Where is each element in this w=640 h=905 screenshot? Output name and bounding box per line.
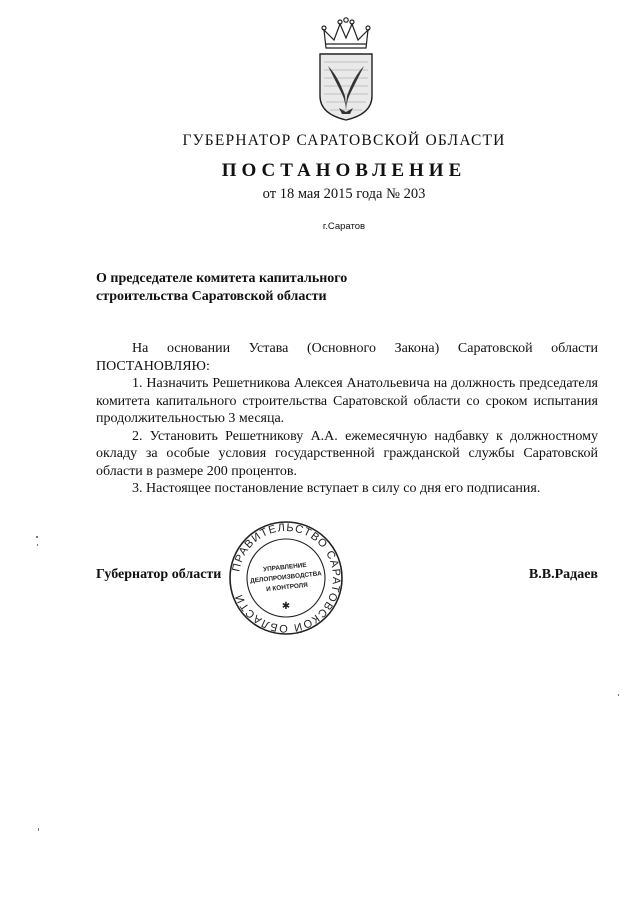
official-stamp-seal	[227, 519, 345, 637]
document-date-number: от 18 мая 2015 года № 203	[262, 186, 426, 202]
svg-text:ПРАВИТЕЛЬСТВО САРАТОВСКОЙ ОБЛА: ПРАВИТЕЛЬСТВО САРАТОВСКОЙ ОБЛАСТИ	[230, 521, 343, 635]
svg-text:ДЕЛОПРОИЗВОДСТВА: ДЕЛОПРОИЗВОДСТВА	[249, 570, 323, 585]
resolution-item: 3. Настоящее постановление вступает в силу со дня его подписания.	[132, 481, 541, 496]
issuer-title: ГУБЕРНАТОР САРАТОВСКОЙ ОБЛАСТИ	[182, 132, 506, 149]
svg-text:И КОНТРОЛЯ: И КОНТРОЛЯ	[265, 581, 309, 594]
resolution-item: 2. Установить Решетникову А.А. ежемесячную надбавку к должностному окладу за особые условия государственной гражданской службы Саратовской области в размере 200 процентов.	[96, 428, 598, 479]
saratov-coat-of-arms-icon	[314, 14, 378, 122]
document-city: г.Саратов	[322, 221, 366, 232]
preamble-paragraph: На основании Устава (Основного Закона) Саратовской области ПОСТАНОВЛЯЮ:	[96, 341, 598, 374]
signatory-name: В.В.Радаев	[528, 567, 598, 582]
scan-speck	[36, 536, 38, 538]
svg-text:УПРАВЛЕНИЕ: УПРАВЛЕНИЕ	[262, 561, 307, 574]
document-subject	[96, 270, 396, 306]
resolution-item: 1. Назначить Решетникова Алексея Анатольевича на должность председателя комитета капитального строительства Саратовской области со сроком испытания продолжительностью 3 месяца.	[96, 376, 598, 426]
subject-line: строительства Саратовской области	[96, 289, 327, 304]
document-body	[96, 340, 598, 498]
scan-speck	[618, 694, 619, 696]
subject-line: О председателе комитета капитального	[96, 271, 348, 286]
scan-speck	[38, 828, 39, 831]
document-type: ПОСТАНОВЛЕНИЕ	[221, 160, 467, 181]
signatory-title: Губернатор области	[96, 567, 222, 582]
svg-text:✱: ✱	[281, 601, 291, 612]
scan-speck	[37, 544, 38, 546]
